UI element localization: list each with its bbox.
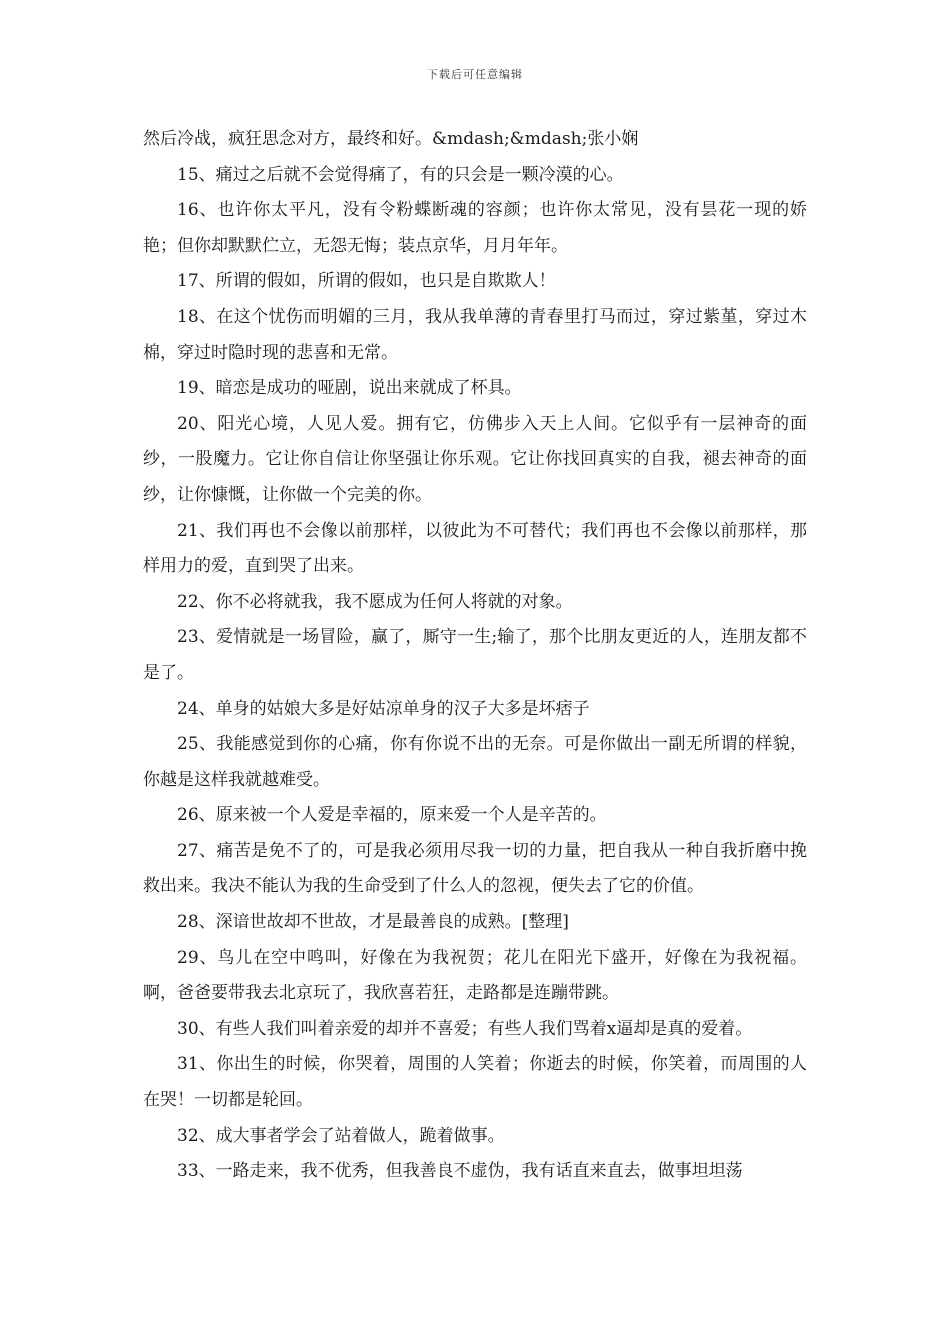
paragraph: 17、所谓的假如，所谓的假如，也只是自欺欺人！ xyxy=(177,271,556,292)
paragraph: 16、也许你太平凡，没有令粉蝶断魂的容颜；也许你太常见，没有昙花一现的娇艳；但你却默默伫立，无怨无悔；装点京华，月月年年。 xyxy=(143,200,807,256)
paragraph: 30、有些人我们叫着亲爱的却并不喜爱；有些人我们骂着x逼却是真的爱着。 xyxy=(177,1018,753,1039)
paragraph: 32、成大事者学会了站着做人，跪着做事。 xyxy=(177,1125,505,1146)
paragraph: 15、痛过之后就不会觉得痛了，有的只会是一颗冷漠的心。 xyxy=(177,164,624,185)
paragraph: 24、单身的姑娘大多是好姑凉单身的汉子大多是坏痞子 xyxy=(177,698,590,719)
paragraph: 20、阳光心境，人见人爱。拥有它，仿佛步入天上人间。它似乎有一层神奇的面纱，一股魔力。它让你自信让你坚强让你乐观。它让你找回真实的自我，褪去神奇的面纱，让你慷慨，让你做一个完美的你。 xyxy=(143,413,807,505)
page-header: 下载后可任意编辑 xyxy=(427,68,523,81)
paragraph: 27、痛苦是免不了的，可是我必须用尽我一切的力量，把自我从一种自我折磨中挽救出来。我决不能认为我的生命受到了什么人的忽视，便失去了它的价值。 xyxy=(143,840,807,897)
paragraph: 19、暗恋是成功的哑剧，说出来就成了杯具。 xyxy=(177,378,522,399)
paragraph: 21、我们再也不会像以前那样，以彼此为不可替代；我们再也不会像以前那样，那样用力的爱，直到哭了出来。 xyxy=(143,520,807,577)
paragraph: 29、鸟儿在空中鸣叫，好像在为我祝贺；花儿在阳光下盛开，好像在为我祝福。啊，爸爸要带我去北京玩了，我欣喜若狂，走路都是连蹦带跳。 xyxy=(143,947,807,1004)
paragraph: 22、你不必将就我，我不愿成为任何人将就的对象。 xyxy=(177,591,573,612)
paragraph: 33、一路走来，我不优秀，但我善良不虚伪，我有话直来直去，做事坦坦荡 xyxy=(177,1161,743,1182)
paragraph: 31、你出生的时候，你哭着，周围的人笑着；你逝去的时候，你笑着，而周围的人在哭！一切都是轮回。 xyxy=(143,1054,807,1111)
paragraph: 28、深谙世故却不世故，才是最善良的成熟。[整理] xyxy=(177,912,569,933)
paragraph: 26、原来被一个人爱是幸福的，原来爱一个人是辛苦的。 xyxy=(177,805,607,826)
paragraph: 然后冷战，疯狂思念对方，最终和好。&mdash;&mdash;张小娴 xyxy=(143,129,639,149)
document-body xyxy=(143,122,807,1190)
paragraph: 18、在这个忧伤而明媚的三月，我从我单薄的青春里打马而过，穿过紫堇，穿过木棉，穿过时隐时现的悲喜和无常。 xyxy=(143,306,807,363)
paragraph: 25、我能感觉到你的心痛，你有你说不出的无奈。可是你做出一副无所谓的样貌，你越是这样我就越难受。 xyxy=(143,734,807,790)
paragraph: 23、爱情就是一场冒险，赢了，厮守一生;输了，那个比朋友更近的人，连朋友都不是了。 xyxy=(143,627,807,683)
